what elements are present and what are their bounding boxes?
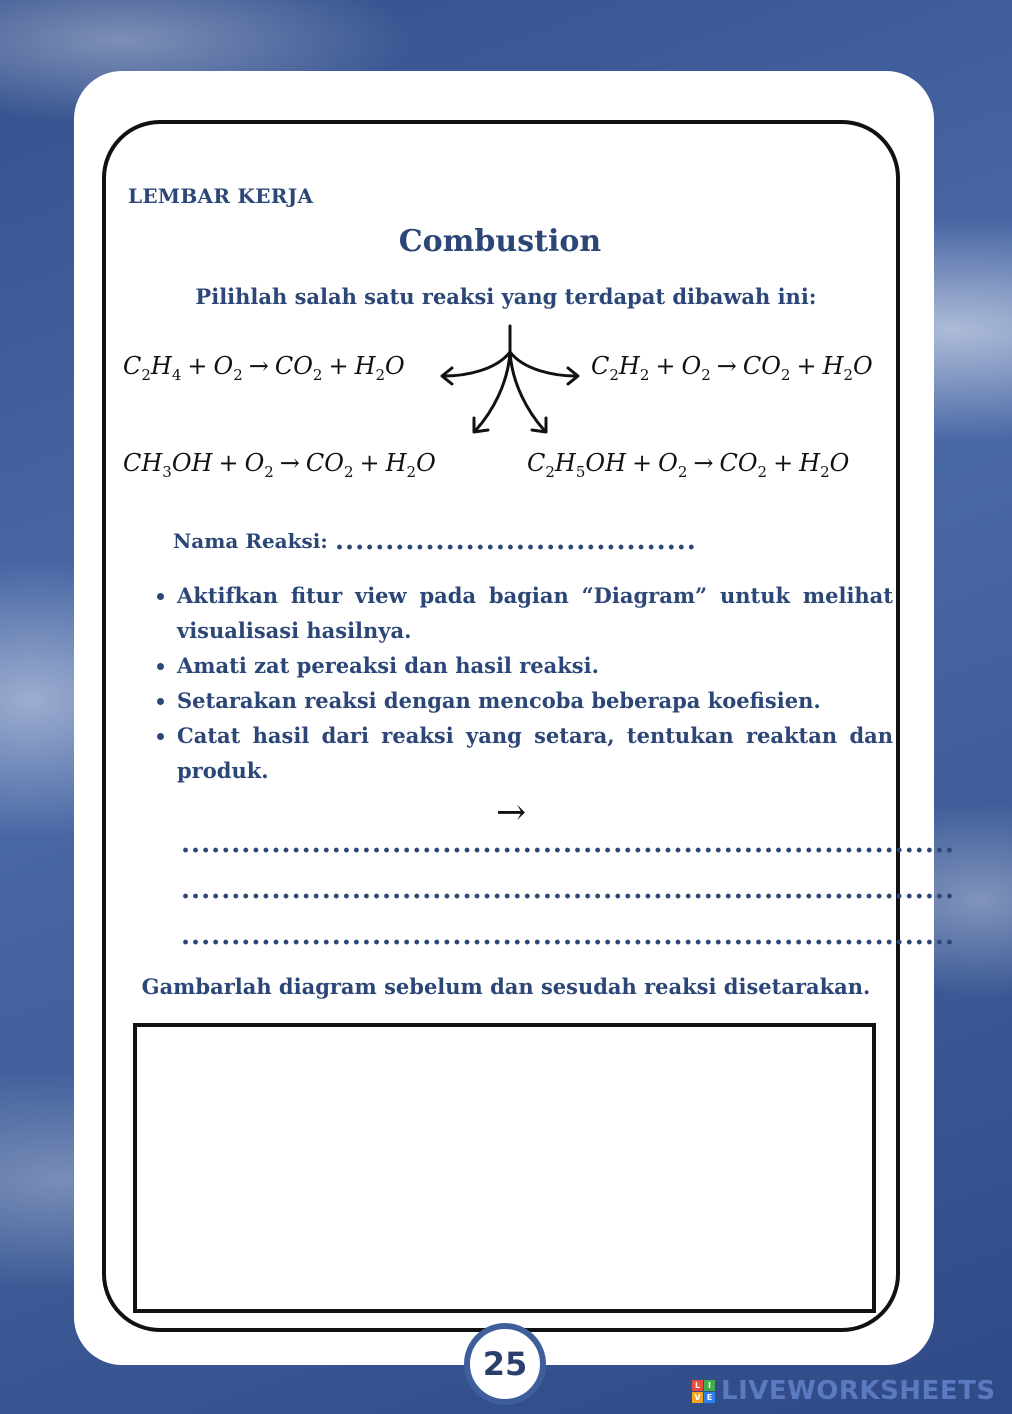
reaction-arrow: → <box>496 792 527 833</box>
equation-methanol[interactable]: $CH_3OH + O_2 \to CO_2 + H_2O$ <box>123 449 436 481</box>
answer-field-2[interactable]: ............................................................................. <box>181 875 955 905</box>
brand-name: LIVEWORKSHEETS <box>721 1376 996 1406</box>
list-item: • Amati zat pereaksi dan hasil reaksi. <box>177 648 893 683</box>
answer-field-3[interactable]: ............................................................................. <box>181 921 955 951</box>
branch-arrows-icon <box>436 322 586 436</box>
reaction-name-field[interactable]: .................................... <box>335 526 697 556</box>
steps-list <box>150 578 893 788</box>
brand-watermark <box>692 1376 996 1406</box>
logo-letter-v: V <box>692 1392 703 1403</box>
answer-field-1[interactable]: ............................................................................. <box>181 829 955 859</box>
equation-ethene[interactable]: $C_2H_4 + O_2 \to CO_2 + H_2O$ <box>123 352 405 384</box>
logo-letter-l: L <box>692 1380 703 1391</box>
page-number: 25 <box>482 1345 528 1383</box>
choose-instruction: Pilihlah salah satu reaksi yang terdapat dibawah ini: <box>195 284 817 309</box>
list-item: • Aktifkan fitur view pada bagian “Diagram” untuk melihat visualisasi hasilnya. <box>177 578 893 648</box>
equation-ethanol[interactable]: $C_2H_5OH + O_2 \to CO_2 + H_2O$ <box>527 449 850 481</box>
worksheet-label: LEMBAR KERJA <box>128 184 314 208</box>
list-item: • Catat hasil dari reaksi yang setara, tentukan reaktan dan produk. <box>177 718 893 788</box>
logo-letter-e: E <box>704 1392 715 1403</box>
liveworksheets-logo-icon <box>692 1380 715 1403</box>
diagram-instruction: Gambarlah diagram sebelum dan sesudah reaksi disetarakan. <box>141 974 871 999</box>
list-item: • Setarakan reaksi dengan mencoba beberapa koefisien. <box>177 683 893 718</box>
page-number-badge <box>464 1323 546 1405</box>
equation-ethyne[interactable]: $C_2H_2 + O_2 \to CO_2 + H_2O$ <box>591 352 873 384</box>
reaction-name-label: Nama Reaksi: <box>173 529 328 553</box>
diagram-drawing-area[interactable] <box>133 1023 876 1313</box>
page-title: Combustion <box>398 224 602 259</box>
logo-letter-i: I <box>704 1380 715 1391</box>
